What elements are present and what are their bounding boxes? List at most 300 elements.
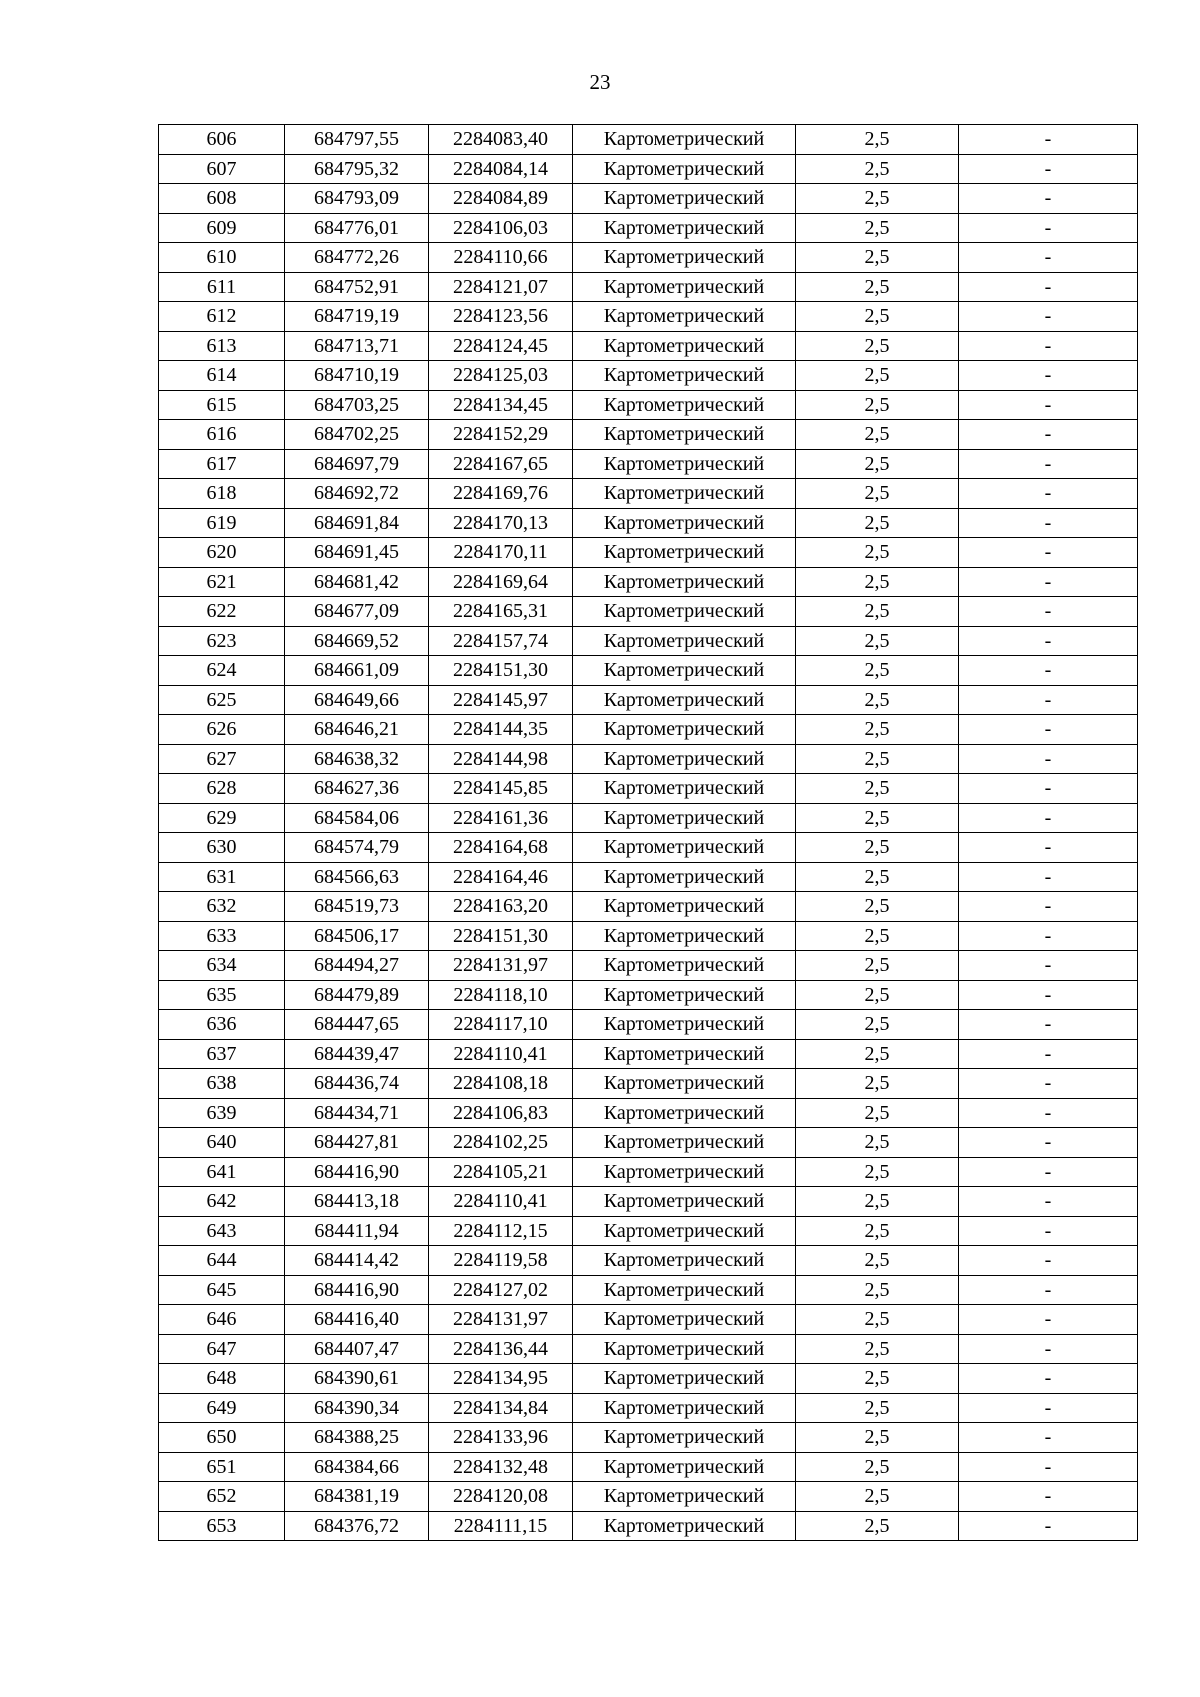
note-cell: - (959, 685, 1138, 715)
method-cell: Картометрический (573, 1393, 796, 1423)
method-cell: Картометрический (573, 1069, 796, 1099)
table-row (159, 803, 1138, 833)
table-row (159, 1364, 1138, 1394)
y-coordinate-cell: 2284105,21 (429, 1157, 573, 1187)
note-cell: - (959, 862, 1138, 892)
note-cell: - (959, 833, 1138, 863)
point-number-cell: 610 (159, 243, 285, 273)
x-coordinate-cell: 684416,90 (285, 1275, 429, 1305)
table-row (159, 1423, 1138, 1453)
note-cell: - (959, 302, 1138, 332)
table-row (159, 862, 1138, 892)
point-number-cell: 652 (159, 1482, 285, 1512)
accuracy-cell: 2,5 (796, 1187, 959, 1217)
method-cell: Картометрический (573, 361, 796, 391)
note-cell: - (959, 361, 1138, 391)
x-coordinate-cell: 684710,19 (285, 361, 429, 391)
x-coordinate-cell: 684416,90 (285, 1157, 429, 1187)
point-number-cell: 641 (159, 1157, 285, 1187)
accuracy-cell: 2,5 (796, 1452, 959, 1482)
accuracy-cell: 2,5 (796, 626, 959, 656)
accuracy-cell: 2,5 (796, 1393, 959, 1423)
table-row (159, 951, 1138, 981)
accuracy-cell: 2,5 (796, 1334, 959, 1364)
point-number-cell: 633 (159, 921, 285, 951)
note-cell: - (959, 243, 1138, 273)
method-cell: Картометрический (573, 302, 796, 332)
method-cell: Картометрический (573, 1275, 796, 1305)
note-cell: - (959, 390, 1138, 420)
table-row (159, 685, 1138, 715)
note-cell: - (959, 1305, 1138, 1335)
note-cell: - (959, 1187, 1138, 1217)
x-coordinate-cell: 684414,42 (285, 1246, 429, 1276)
note-cell: - (959, 744, 1138, 774)
y-coordinate-cell: 2284084,89 (429, 184, 573, 214)
accuracy-cell: 2,5 (796, 862, 959, 892)
x-coordinate-cell: 684677,09 (285, 597, 429, 627)
note-cell: - (959, 1069, 1138, 1099)
x-coordinate-cell: 684793,09 (285, 184, 429, 214)
note-cell: - (959, 656, 1138, 686)
point-number-cell: 634 (159, 951, 285, 981)
x-coordinate-cell: 684638,32 (285, 744, 429, 774)
point-number-cell: 612 (159, 302, 285, 332)
table-row (159, 1305, 1138, 1335)
x-coordinate-cell: 684506,17 (285, 921, 429, 951)
x-coordinate-cell: 684752,91 (285, 272, 429, 302)
point-number-cell: 644 (159, 1246, 285, 1276)
point-number-cell: 642 (159, 1187, 285, 1217)
method-cell: Картометрический (573, 951, 796, 981)
point-number-cell: 615 (159, 390, 285, 420)
accuracy-cell: 2,5 (796, 744, 959, 774)
y-coordinate-cell: 2284110,66 (429, 243, 573, 273)
accuracy-cell: 2,5 (796, 685, 959, 715)
table-row (159, 1157, 1138, 1187)
method-cell: Картометрический (573, 1039, 796, 1069)
x-coordinate-cell: 684797,55 (285, 125, 429, 155)
point-number-cell: 607 (159, 154, 285, 184)
note-cell: - (959, 479, 1138, 509)
point-number-cell: 609 (159, 213, 285, 243)
x-coordinate-cell: 684627,36 (285, 774, 429, 804)
table-row (159, 1128, 1138, 1158)
method-cell: Картометрический (573, 1216, 796, 1246)
table-row (159, 715, 1138, 745)
method-cell: Картометрический (573, 774, 796, 804)
note-cell: - (959, 1098, 1138, 1128)
note-cell: - (959, 538, 1138, 568)
point-number-cell: 650 (159, 1423, 285, 1453)
table-row (159, 331, 1138, 361)
accuracy-cell: 2,5 (796, 1423, 959, 1453)
y-coordinate-cell: 2284165,31 (429, 597, 573, 627)
y-coordinate-cell: 2284102,25 (429, 1128, 573, 1158)
table-row (159, 1511, 1138, 1541)
y-coordinate-cell: 2284163,20 (429, 892, 573, 922)
note-cell: - (959, 1128, 1138, 1158)
point-number-cell: 636 (159, 1010, 285, 1040)
table-row (159, 302, 1138, 332)
x-coordinate-cell: 684447,65 (285, 1010, 429, 1040)
y-coordinate-cell: 2284133,96 (429, 1423, 573, 1453)
x-coordinate-cell: 684566,63 (285, 862, 429, 892)
table-row (159, 390, 1138, 420)
method-cell: Картометрический (573, 272, 796, 302)
table-row (159, 774, 1138, 804)
y-coordinate-cell: 2284110,41 (429, 1039, 573, 1069)
method-cell: Картометрический (573, 1364, 796, 1394)
method-cell: Картометрический (573, 862, 796, 892)
method-cell: Картометрический (573, 597, 796, 627)
table-row (159, 420, 1138, 450)
x-coordinate-cell: 684519,73 (285, 892, 429, 922)
y-coordinate-cell: 2284157,74 (429, 626, 573, 656)
note-cell: - (959, 980, 1138, 1010)
method-cell: Картометрический (573, 921, 796, 951)
method-cell: Картометрический (573, 1511, 796, 1541)
y-coordinate-cell: 2284118,10 (429, 980, 573, 1010)
y-coordinate-cell: 2284131,97 (429, 951, 573, 981)
y-coordinate-cell: 2284125,03 (429, 361, 573, 391)
point-number-cell: 640 (159, 1128, 285, 1158)
y-coordinate-cell: 2284144,35 (429, 715, 573, 745)
method-cell: Картометрический (573, 1098, 796, 1128)
note-cell: - (959, 508, 1138, 538)
method-cell: Картометрический (573, 243, 796, 273)
point-number-cell: 608 (159, 184, 285, 214)
y-coordinate-cell: 2284170,11 (429, 538, 573, 568)
table-row (159, 538, 1138, 568)
page-number: 23 (589, 70, 611, 94)
accuracy-cell: 2,5 (796, 597, 959, 627)
y-coordinate-cell: 2284131,97 (429, 1305, 573, 1335)
accuracy-cell: 2,5 (796, 803, 959, 833)
x-coordinate-cell: 684416,40 (285, 1305, 429, 1335)
note-cell: - (959, 803, 1138, 833)
accuracy-cell: 2,5 (796, 538, 959, 568)
x-coordinate-cell: 684427,81 (285, 1128, 429, 1158)
y-coordinate-cell: 2284083,40 (429, 125, 573, 155)
accuracy-cell: 2,5 (796, 1069, 959, 1099)
table-row (159, 1334, 1138, 1364)
point-number-cell: 629 (159, 803, 285, 833)
note-cell: - (959, 154, 1138, 184)
accuracy-cell: 2,5 (796, 125, 959, 155)
point-number-cell: 611 (159, 272, 285, 302)
note-cell: - (959, 1452, 1138, 1482)
accuracy-cell: 2,5 (796, 715, 959, 745)
method-cell: Картометрический (573, 1246, 796, 1276)
accuracy-cell: 2,5 (796, 390, 959, 420)
method-cell: Картометрический (573, 1010, 796, 1040)
table-row (159, 1098, 1138, 1128)
table-row (159, 1010, 1138, 1040)
coordinates-table (158, 124, 1138, 1541)
y-coordinate-cell: 2284120,08 (429, 1482, 573, 1512)
table-row (159, 1246, 1138, 1276)
method-cell: Картометрический (573, 715, 796, 745)
method-cell: Картометрический (573, 154, 796, 184)
accuracy-cell: 2,5 (796, 420, 959, 450)
method-cell: Картометрический (573, 1482, 796, 1512)
y-coordinate-cell: 2284144,98 (429, 744, 573, 774)
accuracy-cell: 2,5 (796, 1039, 959, 1069)
y-coordinate-cell: 2284169,76 (429, 479, 573, 509)
x-coordinate-cell: 684384,66 (285, 1452, 429, 1482)
point-number-cell: 619 (159, 508, 285, 538)
accuracy-cell: 2,5 (796, 656, 959, 686)
table-row (159, 744, 1138, 774)
y-coordinate-cell: 2284145,85 (429, 774, 573, 804)
table-row (159, 921, 1138, 951)
method-cell: Картометрический (573, 1187, 796, 1217)
note-cell: - (959, 420, 1138, 450)
y-coordinate-cell: 2284111,15 (429, 1511, 573, 1541)
accuracy-cell: 2,5 (796, 302, 959, 332)
accuracy-cell: 2,5 (796, 774, 959, 804)
point-number-cell: 614 (159, 361, 285, 391)
x-coordinate-cell: 684681,42 (285, 567, 429, 597)
accuracy-cell: 2,5 (796, 1482, 959, 1512)
y-coordinate-cell: 2284134,95 (429, 1364, 573, 1394)
method-cell: Картометрический (573, 626, 796, 656)
point-number-cell: 620 (159, 538, 285, 568)
method-cell: Картометрический (573, 479, 796, 509)
note-cell: - (959, 184, 1138, 214)
note-cell: - (959, 1334, 1138, 1364)
note-cell: - (959, 774, 1138, 804)
accuracy-cell: 2,5 (796, 508, 959, 538)
method-cell: Картометрический (573, 803, 796, 833)
y-coordinate-cell: 2284123,56 (429, 302, 573, 332)
y-coordinate-cell: 2284134,84 (429, 1393, 573, 1423)
note-cell: - (959, 892, 1138, 922)
note-cell: - (959, 1393, 1138, 1423)
table-row (159, 213, 1138, 243)
accuracy-cell: 2,5 (796, 184, 959, 214)
method-cell: Картометрический (573, 1128, 796, 1158)
accuracy-cell: 2,5 (796, 213, 959, 243)
point-number-cell: 639 (159, 1098, 285, 1128)
method-cell: Картометрический (573, 538, 796, 568)
x-coordinate-cell: 684388,25 (285, 1423, 429, 1453)
y-coordinate-cell: 2284136,44 (429, 1334, 573, 1364)
note-cell: - (959, 1423, 1138, 1453)
x-coordinate-cell: 684574,79 (285, 833, 429, 863)
point-number-cell: 645 (159, 1275, 285, 1305)
note-cell: - (959, 1216, 1138, 1246)
table-row (159, 154, 1138, 184)
y-coordinate-cell: 2284151,30 (429, 921, 573, 951)
note-cell: - (959, 125, 1138, 155)
note-cell: - (959, 213, 1138, 243)
x-coordinate-cell: 684697,79 (285, 449, 429, 479)
accuracy-cell: 2,5 (796, 361, 959, 391)
method-cell: Картометрический (573, 1334, 796, 1364)
note-cell: - (959, 626, 1138, 656)
note-cell: - (959, 1246, 1138, 1276)
method-cell: Картометрический (573, 567, 796, 597)
accuracy-cell: 2,5 (796, 154, 959, 184)
table-row (159, 980, 1138, 1010)
accuracy-cell: 2,5 (796, 1275, 959, 1305)
method-cell: Картометрический (573, 1452, 796, 1482)
accuracy-cell: 2,5 (796, 449, 959, 479)
table-row (159, 656, 1138, 686)
x-coordinate-cell: 684407,47 (285, 1334, 429, 1364)
point-number-cell: 648 (159, 1364, 285, 1394)
x-coordinate-cell: 684390,61 (285, 1364, 429, 1394)
point-number-cell: 630 (159, 833, 285, 863)
x-coordinate-cell: 684776,01 (285, 213, 429, 243)
table-row (159, 361, 1138, 391)
accuracy-cell: 2,5 (796, 331, 959, 361)
point-number-cell: 638 (159, 1069, 285, 1099)
note-cell: - (959, 1039, 1138, 1069)
y-coordinate-cell: 2284112,15 (429, 1216, 573, 1246)
y-coordinate-cell: 2284108,18 (429, 1069, 573, 1099)
y-coordinate-cell: 2284164,68 (429, 833, 573, 863)
point-number-cell: 617 (159, 449, 285, 479)
note-cell: - (959, 921, 1138, 951)
method-cell: Картометрический (573, 390, 796, 420)
point-number-cell: 647 (159, 1334, 285, 1364)
accuracy-cell: 2,5 (796, 243, 959, 273)
y-coordinate-cell: 2284119,58 (429, 1246, 573, 1276)
method-cell: Картометрический (573, 980, 796, 1010)
note-cell: - (959, 449, 1138, 479)
accuracy-cell: 2,5 (796, 921, 959, 951)
x-coordinate-cell: 684703,25 (285, 390, 429, 420)
table-row (159, 243, 1138, 273)
note-cell: - (959, 331, 1138, 361)
y-coordinate-cell: 2284151,30 (429, 656, 573, 686)
table-row (159, 125, 1138, 155)
point-number-cell: 646 (159, 1305, 285, 1335)
accuracy-cell: 2,5 (796, 1246, 959, 1276)
y-coordinate-cell: 2284152,29 (429, 420, 573, 450)
x-coordinate-cell: 684713,71 (285, 331, 429, 361)
x-coordinate-cell: 684795,32 (285, 154, 429, 184)
note-cell: - (959, 567, 1138, 597)
accuracy-cell: 2,5 (796, 980, 959, 1010)
y-coordinate-cell: 2284167,65 (429, 449, 573, 479)
x-coordinate-cell: 684691,45 (285, 538, 429, 568)
point-number-cell: 632 (159, 892, 285, 922)
x-coordinate-cell: 684381,19 (285, 1482, 429, 1512)
x-coordinate-cell: 684719,19 (285, 302, 429, 332)
y-coordinate-cell: 2284127,02 (429, 1275, 573, 1305)
y-coordinate-cell: 2284132,48 (429, 1452, 573, 1482)
x-coordinate-cell: 684413,18 (285, 1187, 429, 1217)
accuracy-cell: 2,5 (796, 479, 959, 509)
table-row (159, 1452, 1138, 1482)
point-number-cell: 628 (159, 774, 285, 804)
note-cell: - (959, 1511, 1138, 1541)
table-row (159, 479, 1138, 509)
y-coordinate-cell: 2284117,10 (429, 1010, 573, 1040)
point-number-cell: 613 (159, 331, 285, 361)
table-row (159, 1216, 1138, 1246)
x-coordinate-cell: 684479,89 (285, 980, 429, 1010)
accuracy-cell: 2,5 (796, 272, 959, 302)
accuracy-cell: 2,5 (796, 1305, 959, 1335)
accuracy-cell: 2,5 (796, 951, 959, 981)
method-cell: Картометрический (573, 685, 796, 715)
note-cell: - (959, 1482, 1138, 1512)
x-coordinate-cell: 684584,06 (285, 803, 429, 833)
note-cell: - (959, 715, 1138, 745)
method-cell: Картометрический (573, 213, 796, 243)
table-row (159, 449, 1138, 479)
x-coordinate-cell: 684691,84 (285, 508, 429, 538)
y-coordinate-cell: 2284124,45 (429, 331, 573, 361)
x-coordinate-cell: 684390,34 (285, 1393, 429, 1423)
table-row (159, 1275, 1138, 1305)
table-row (159, 1393, 1138, 1423)
accuracy-cell: 2,5 (796, 892, 959, 922)
table-row (159, 1069, 1138, 1099)
method-cell: Картометрический (573, 125, 796, 155)
point-number-cell: 635 (159, 980, 285, 1010)
point-number-cell: 651 (159, 1452, 285, 1482)
x-coordinate-cell: 684376,72 (285, 1511, 429, 1541)
x-coordinate-cell: 684411,94 (285, 1216, 429, 1246)
accuracy-cell: 2,5 (796, 1010, 959, 1040)
accuracy-cell: 2,5 (796, 1364, 959, 1394)
method-cell: Картометрический (573, 331, 796, 361)
accuracy-cell: 2,5 (796, 1128, 959, 1158)
x-coordinate-cell: 684702,25 (285, 420, 429, 450)
y-coordinate-cell: 2284170,13 (429, 508, 573, 538)
x-coordinate-cell: 684439,47 (285, 1039, 429, 1069)
method-cell: Картометрический (573, 184, 796, 214)
point-number-cell: 623 (159, 626, 285, 656)
accuracy-cell: 2,5 (796, 1216, 959, 1246)
x-coordinate-cell: 684661,09 (285, 656, 429, 686)
point-number-cell: 643 (159, 1216, 285, 1246)
y-coordinate-cell: 2284161,36 (429, 803, 573, 833)
y-coordinate-cell: 2284106,83 (429, 1098, 573, 1128)
x-coordinate-cell: 684494,27 (285, 951, 429, 981)
table-row (159, 567, 1138, 597)
table-row (159, 1187, 1138, 1217)
y-coordinate-cell: 2284121,07 (429, 272, 573, 302)
y-coordinate-cell: 2284169,64 (429, 567, 573, 597)
x-coordinate-cell: 684669,52 (285, 626, 429, 656)
point-number-cell: 653 (159, 1511, 285, 1541)
table-row (159, 597, 1138, 627)
table-row (159, 1482, 1138, 1512)
x-coordinate-cell: 684434,71 (285, 1098, 429, 1128)
method-cell: Картометрический (573, 508, 796, 538)
point-number-cell: 624 (159, 656, 285, 686)
x-coordinate-cell: 684646,21 (285, 715, 429, 745)
method-cell: Картометрический (573, 744, 796, 774)
x-coordinate-cell: 684772,26 (285, 243, 429, 273)
accuracy-cell: 2,5 (796, 1157, 959, 1187)
y-coordinate-cell: 2284110,41 (429, 1187, 573, 1217)
accuracy-cell: 2,5 (796, 1511, 959, 1541)
point-number-cell: 631 (159, 862, 285, 892)
method-cell: Картометрический (573, 1423, 796, 1453)
y-coordinate-cell: 2284164,46 (429, 862, 573, 892)
point-number-cell: 626 (159, 715, 285, 745)
accuracy-cell: 2,5 (796, 833, 959, 863)
method-cell: Картометрический (573, 1305, 796, 1335)
